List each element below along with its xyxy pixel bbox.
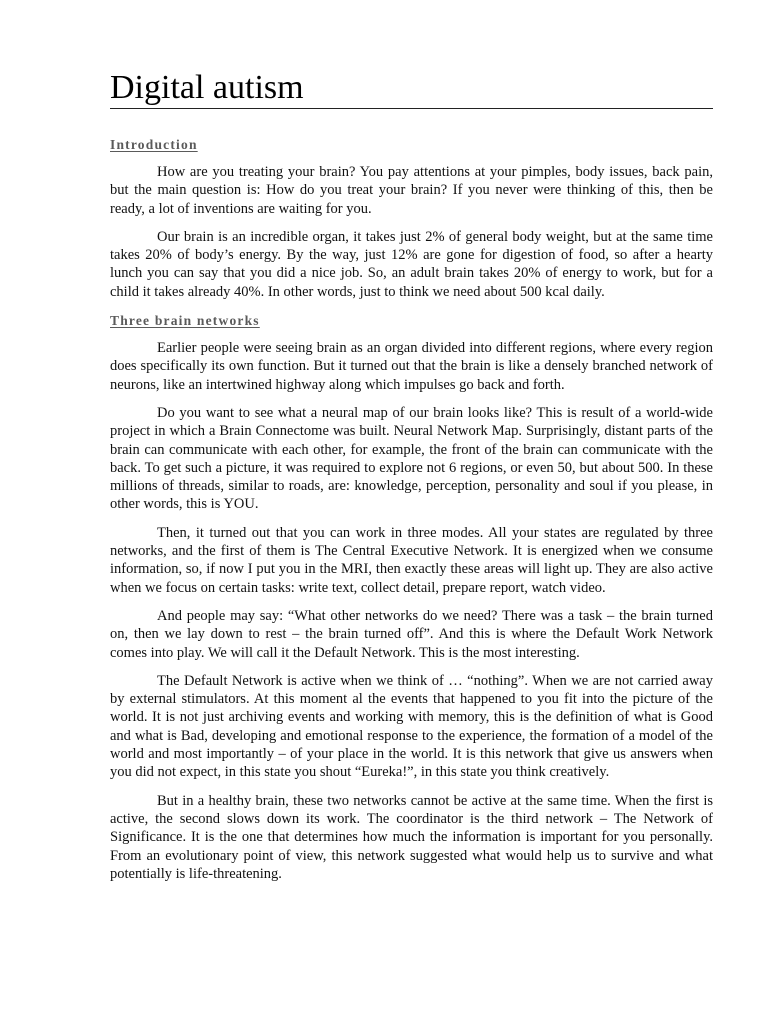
document-page [110,68,713,883]
section-heading-three-brain-networks: Three brain networks [110,313,260,329]
paragraph: Our brain is an incredible organ, it takes just 2% of general body weight, but at the same time takes 20% of body’s energy. By the way, just 12% are gone for digestion of food, so after a hearty lunch you can say that you did a nice job. So, an adult brain takes 20% of energy to work, but for a child it takes already 40%. In other words, just to think we need about 500 kcal daily. [110,228,713,300]
section-heading-introduction: Introduction [110,137,198,152]
paragraph: Do you want to see what a neural map of our brain looks like? This is result of a world-wide project in which a Brain Connectome was built. Neural Network Map. Surprisingly, distant parts of the brain can communicate with each other, for example, the front of the brain can communicate with the back. To get such a picture, it was required to explore not 6 regions, or even 50, but about 500. In these millions of threads, similar to roads, are: knowledge, perception, personality and soul if you please, in other words, this is YOU. [110,404,713,513]
document-title: Digital autism [110,68,713,109]
section-introduction [110,136,713,301]
paragraph: And people may say: “What other networks do we need? There was a task – the brain turned on, then we lay down to rest – the brain turned off”. And this is where the Default Work Network comes into play. We will call it the Default Network. This is the most interesting. [110,607,713,661]
paragraph: How are you treating your brain? You pay attentions at your pimples, body issues, back pain, but the main question is: How do you treat your brain? If you never were thinking of this, then be ready, a lot of inventions are waiting for you. [110,164,713,217]
paragraph: But in a healthy brain, these two networks cannot be active at the same time. When the first is active, the second slows down its work. The coordinator is the third network – The Network of Significance. It is the one that determines how much the information is important for you personally. From an evolutionary point of view, this network suggested what would help us to survive and what potentially is life-threatening. [110,792,713,882]
paragraph: Earlier people were seeing brain as an organ divided into different regions, where every region does specifically its own function. But it turned out that the brain is like a densely branched network of neurons, like an intertwined highway along which impulses go back and forth. [110,340,713,393]
paragraph: Then, it turned out that you can work in three modes. All your states are regulated by three networks, and the first of them is The Central Executive Network. It is energized when we consume information, so, if now I put you in the MRI, then exactly these areas will light up. They are also active when we focus on certain tasks: write text, collect detail, prepare report, watch video. [110,524,713,596]
paragraph: The Default Network is active when we think of … “nothing”. When we are not carried away by external stimulators. At this moment al the events that happened to you fit into the picture of the world. It is not just archiving events and working with memory, this is the definition of what is Good and what is Bad, developing and emotional response to the experience, the formation of a model of the world and most importantly – of your place in the world. It is this network that give us answers when you did not expect, in this state you shout “Eureka!”, in this state you think creatively. [110,672,713,781]
section-three-brain-networks [110,312,713,883]
